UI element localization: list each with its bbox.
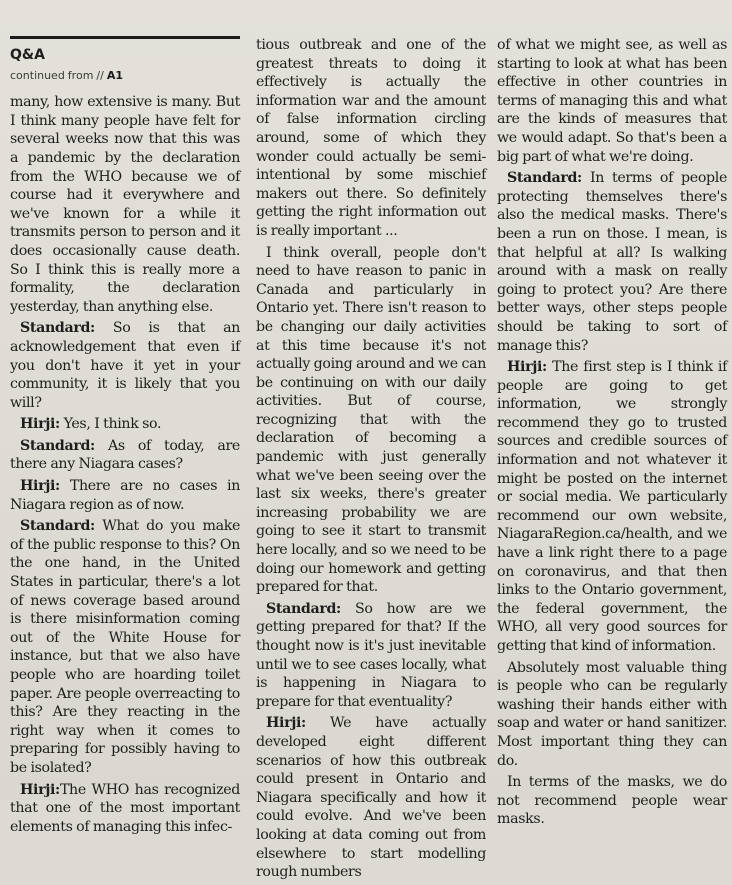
paragraph: Standard: So how are we getting prepared for that? If the thought now is it's just inevitable until we to see cases locally, what is happening in Niagara to prepare for that eventuality? [256, 600, 486, 710]
column-2 [256, 36, 486, 885]
continued-from-line: continued from // A1 [10, 68, 123, 82]
column-1 [10, 38, 240, 839]
paragraph: In terms of the masks, we do not recommend people wear masks. [497, 774, 727, 828]
paragraph: Hirji: We have actually developed eight different scenarios of how this outbreak could present in Ontario and Niagara specifically and how it could evolve. And we've been looking at data coming out from elsewhere to start modelling rough numbers [256, 715, 486, 881]
section-title: Q&A [10, 47, 45, 63]
paragraph: tious outbreak and one of the greatest threats to doing it effectively is actually the information war and the amount of false information circling around, some of which they wonder could actually be semi-intentional by some mischief makers out there. So definitely getting the right information out is really important ... [256, 37, 486, 239]
paragraph: many, how extensive is many. But I think many people have felt for several weeks now that this was a pandemic by the declaration from the WHO because we of course had it everywhere and we've known for a while it transmits person to person and it does occasionally cause death. So I think this is really more a formality, the declaration yesterday, than anything else. [10, 94, 240, 315]
column-3 [497, 36, 727, 832]
paragraph: Hirji: There are no cases in Niagara region as of now. [10, 478, 240, 513]
paragraph: Standard: What do you make of the public response to this? On the one hand, in the United States in particular, there's a lot of news coverage based around is there misinformation coming out of the White House for instance, but that we also have people who are hoarding toilet paper. Are people overreacting to this? Are they reacting in the right way when it comes to preparing for possibly having to be isolated? [10, 518, 240, 776]
paragraph: I think overall, people don't need to have reason to panic in Canada and particularly in Ontario yet. There isn't reason to be changing our daily activities at this time because it's not actually going around and we can be continuing on with our daily activities. But of course, recognizing that with the declaration of becoming a pandemic with just generally what we've been seeing over the last six weeks, there's greater increasing probability we are going to see it start to transmit here locally, and so we need to be doing our homework and getting prepared for that. [256, 244, 486, 596]
paragraph: Absolutely most valuable thing is people who can be regularly washing their hands either with soap and water or hand sanitizer. Most important thing they can do. [497, 659, 727, 769]
paragraph: Standard: So is that an acknowledgement that even if you don't have it yet in your community, it is likely that you will? [10, 320, 240, 411]
paragraph: Hirji: Yes, I think so. [20, 416, 162, 433]
paragraph: of what we might see, as well as starting to look at what has been effective in other countries in terms of managing this and what are the kinds of measures that we would adapt. So that's been a big part of what we're doing. [497, 37, 727, 165]
paragraph: Standard: In terms of people protecting themselves there's also the medical masks. There's been a run on those. I mean, is that helpful at all? Is walking around with a mask on really going to protect you? Are there better ways, other steps people should be taking to sort of manage this? [497, 170, 727, 354]
paragraph: Hirji: The first step is I think if people are going to get information, we strongly recommend they go to trusted sources and credible sources of information and not whatever it might be posted on the internet or social media. We particularly recommend our own website, NiagaraRegion.ca/health, and we have a link right there to a page on coronavirus, and that then links to the Ontario government, the federal government, the WHO, all very good sources for getting that kind of information. [497, 359, 727, 654]
paragraph: Standard: As of today, are there any Niagara cases? [10, 437, 240, 473]
paragraph: Hirji:The WHO has recognized that one of the most important elements of managing this infec- [10, 781, 240, 835]
